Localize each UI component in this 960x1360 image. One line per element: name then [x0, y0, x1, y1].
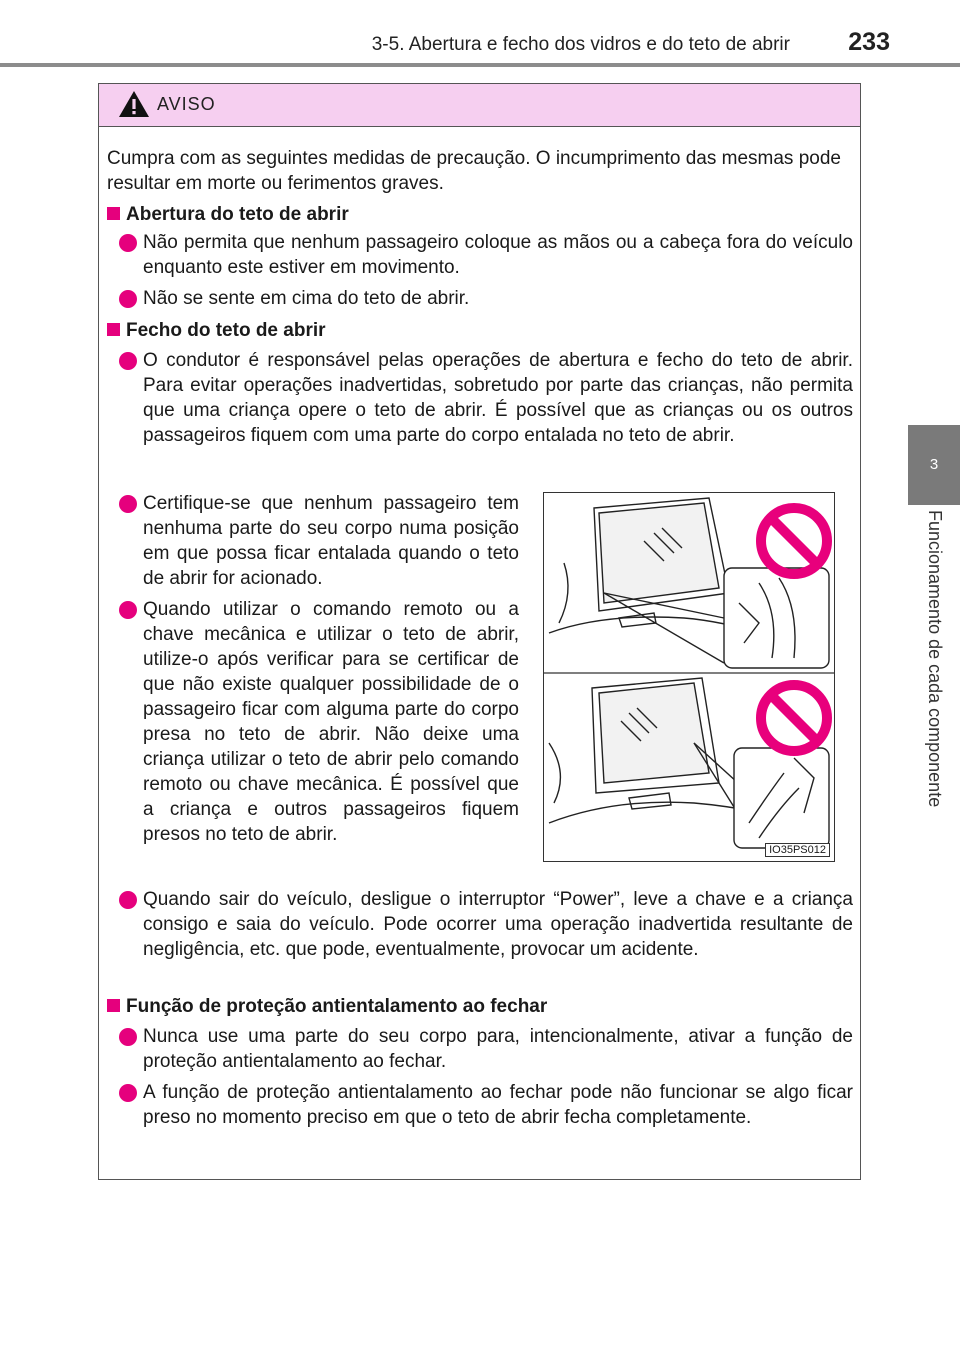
header-rule [0, 63, 960, 67]
sunroof-drawing [544, 493, 834, 861]
warning-label: AVISO [157, 94, 216, 114]
list-item: A função de proteção antientalamento ao fechar pode não funcionar se algo ficar preso no momento preciso em que o teto de abrir fecha completamente. [143, 1082, 853, 1128]
bullet-icon [119, 891, 137, 909]
bullet-icon [119, 290, 137, 308]
bullet-icon [119, 495, 137, 513]
section-heading: Função de proteção antientalamento ao fechar [107, 994, 547, 1019]
figure-code: IO35PS012 [765, 843, 830, 857]
warning-intro: Cumpra com as seguintes medidas de precaução. O incumprimento das mesmas pode resultar em morte ou ferimentos graves. [107, 148, 841, 194]
bullet-icon [119, 1028, 137, 1046]
warning-header [99, 84, 860, 127]
warning-triangle-icon [117, 89, 151, 119]
bullet-icon [119, 1084, 137, 1102]
section-title: 3-5. Abertura e fecho dos vidros e do teto de abrir [371, 34, 790, 55]
list-item: Quando utilizar o comando remoto ou a chave mecânica e utilizar o teto de abrir, utilize-o após verificar para se certificar de que não existe qualquer possibilidade de o passageiro ficar com alguma parte do corpo presa no teto de abrir. Não deixe uma criança utilizar o teto de abrir pelo comando remoto ou chave mecânica. É possível que a criança e outros passageiros fiquem presos no teto de abrir. [143, 599, 519, 845]
chapter-label: Funcionamento de cada componente [925, 510, 945, 808]
bullet-icon [119, 352, 137, 370]
list-item: Não permita que nenhum passageiro coloque as mãos ou a cabeça fora do veículo enquanto este estiver em movimento. [143, 232, 853, 278]
list-item: Não se sente em cima do teto de abrir. [143, 288, 470, 309]
section-heading: Abertura do teto de abrir [107, 202, 349, 227]
square-bullet-icon [107, 207, 120, 220]
list-item: Certifique-se que nenhum passageiro tem nenhuma parte do seu corpo numa posição em que possa ficar entalada quando o teto de abrir for acionado. [143, 493, 519, 589]
square-bullet-icon [107, 323, 120, 336]
square-bullet-icon [107, 999, 120, 1012]
page-header [0, 0, 960, 70]
bullet-icon [119, 234, 137, 252]
list-item: Nunca use uma parte do seu corpo para, intencionalmente, ativar a função de proteção antientalamento ao fechar. [143, 1026, 853, 1072]
page-number: 233 [848, 28, 890, 56]
chapter-tab: 3 [908, 425, 960, 505]
sunroof-illustration [543, 492, 835, 862]
list-item: O condutor é responsável pelas operações de abertura e fecho do teto de abrir. Para evitar operações inadvertidas, sobretudo por parte das crianças, não permita que uma criança opere o teto de abrir. É possível que as crianças ou os outros passageiros fiquem com uma parte do corpo entalada no teto de abrir. [143, 350, 853, 446]
list-item: Quando sair do veículo, desligue o interruptor “Power”, leve a chave e a criança consigo e saia do veículo. Pode ocorrer uma operação inadvertida resultante de negligência, etc. que pode, eventualmente, provocar um acidente. [143, 889, 853, 960]
section-heading: Fecho do teto de abrir [107, 318, 326, 343]
bullet-icon [119, 601, 137, 619]
